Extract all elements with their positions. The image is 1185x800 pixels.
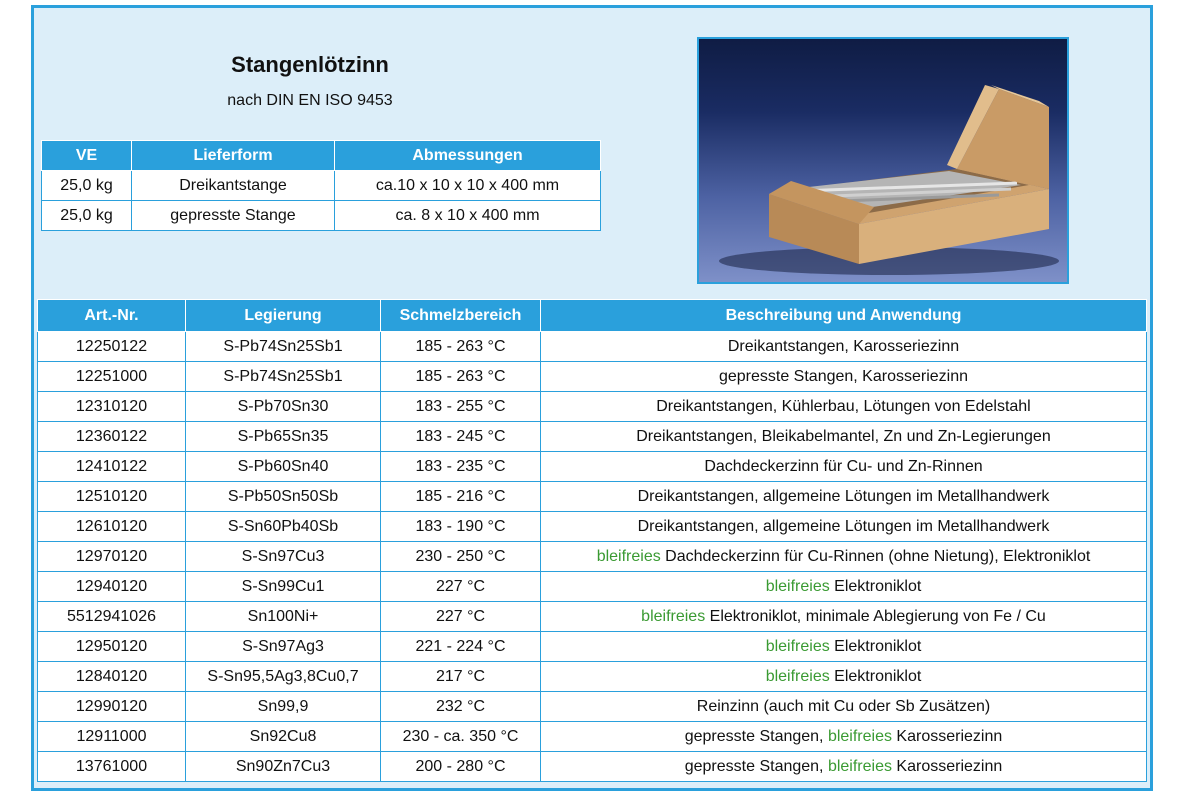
beschreibung-cell xyxy=(541,362,1147,392)
beschreibung-cell xyxy=(541,752,1147,782)
legierung-cell: S-Pb60Sn40 xyxy=(186,452,381,482)
lead-free-label: bleifreies xyxy=(765,667,830,685)
description-text: Reinzinn (auch mit Cu oder Sb Zusätzen) xyxy=(696,697,991,715)
table-row xyxy=(38,572,1147,602)
schmelzbereich-cell: 185 - 263 °C xyxy=(381,332,541,362)
legierung-cell: S-Sn95,5Ag3,8Cu0,7 xyxy=(186,662,381,692)
table-row xyxy=(38,512,1147,542)
art-nr-cell: 12360122 xyxy=(38,422,186,452)
page-subtitle: nach DIN EN ISO 9453 xyxy=(227,92,393,109)
packaging-table xyxy=(41,140,601,231)
table-row xyxy=(38,362,1147,392)
schmelzbereich-cell: 183 - 190 °C xyxy=(381,512,541,542)
schmelzbereich-cell: 230 - ca. 350 °C xyxy=(381,722,541,752)
column-header-lieferform: Lieferform xyxy=(132,141,335,171)
legierung-cell: Sn90Zn7Cu3 xyxy=(186,752,381,782)
lead-free-label: bleifreies xyxy=(827,757,892,775)
schmelzbereich-cell: 183 - 235 °C xyxy=(381,452,541,482)
table-row xyxy=(42,171,601,201)
table-row xyxy=(38,542,1147,572)
beschreibung-cell xyxy=(541,452,1147,482)
legierung-cell: S-Sn99Cu1 xyxy=(186,572,381,602)
legierung-cell: S-Pb74Sn25Sb1 xyxy=(186,332,381,362)
description-text: Dreikantstangen, Kühlerbau, Lötungen von Edelstahl xyxy=(656,397,1031,415)
schmelzbereich-cell: 183 - 245 °C xyxy=(381,422,541,452)
schmelzbereich-cell: 227 °C xyxy=(381,602,541,632)
legierung-cell: Sn99,9 xyxy=(186,692,381,722)
description-suffix: Elektroniklot, minimale Ablegierung von Fe / Cu xyxy=(705,607,1046,625)
table-row xyxy=(38,662,1147,692)
table-row xyxy=(38,422,1147,452)
art-nr-cell: 12310120 xyxy=(38,392,186,422)
table-row xyxy=(38,632,1147,662)
description-suffix: Elektroniklot xyxy=(829,667,922,685)
legierung-cell: S-Sn97Cu3 xyxy=(186,542,381,572)
schmelzbereich-cell: 183 - 255 °C xyxy=(381,392,541,422)
art-nr-cell: 12950120 xyxy=(38,632,186,662)
table-row xyxy=(42,201,601,231)
description-text: Dreikantstangen, allgemeine Lötungen im Metallhandwerk xyxy=(637,487,1050,505)
lead-free-label: bleifreies xyxy=(641,607,706,625)
schmelzbereich-cell: 185 - 216 °C xyxy=(381,482,541,512)
ve-cell: 25,0 kg xyxy=(42,201,132,231)
beschreibung-cell xyxy=(541,602,1147,632)
art-nr-cell: 5512941026 xyxy=(38,602,186,632)
legierung-cell: S-Sn60Pb40Sb xyxy=(186,512,381,542)
art-nr-cell: 13761000 xyxy=(38,752,186,782)
art-nr-cell: 12840120 xyxy=(38,662,186,692)
table-row xyxy=(38,392,1147,422)
lead-free-label: bleifreies xyxy=(765,577,830,595)
description-suffix: Elektroniklot xyxy=(829,577,922,595)
description-text: Dreikantstangen, Karosseriezinn xyxy=(727,337,960,355)
schmelzbereich-cell: 185 - 263 °C xyxy=(381,362,541,392)
beschreibung-cell xyxy=(541,512,1147,542)
description-suffix: Dachdeckerzinn für Cu-Rinnen (ohne Nietung), Elektroniklot xyxy=(660,547,1091,565)
art-nr-cell: 12251000 xyxy=(38,362,186,392)
lead-free-label: bleifreies xyxy=(827,727,892,745)
ve-cell: 25,0 kg xyxy=(42,171,132,201)
beschreibung-cell xyxy=(541,332,1147,362)
product-photo xyxy=(697,37,1069,284)
lead-free-label: bleifreies xyxy=(596,547,661,565)
column-header-schmelzbereich: Schmelzbereich xyxy=(381,300,541,332)
beschreibung-cell xyxy=(541,722,1147,752)
table-row xyxy=(38,752,1147,782)
schmelzbereich-cell: 232 °C xyxy=(381,692,541,722)
alloy-table xyxy=(37,299,1147,782)
beschreibung-cell xyxy=(541,422,1147,452)
legierung-cell: S-Pb70Sn30 xyxy=(186,392,381,422)
description-suffix: Elektroniklot xyxy=(829,637,922,655)
abmessungen-cell: ca.10 x 10 x 10 x 400 mm xyxy=(335,171,601,201)
table-row xyxy=(38,332,1147,362)
column-header-legierung: Legierung xyxy=(186,300,381,332)
description-text: gepresste Stangen, Karosseriezinn xyxy=(718,367,969,385)
description-suffix: Karosseriezinn xyxy=(891,757,1003,775)
table-row xyxy=(38,722,1147,752)
description-text: Dreikantstangen, allgemeine Lötungen im Metallhandwerk xyxy=(637,517,1050,535)
legierung-cell: S-Pb50Sn50Sb xyxy=(186,482,381,512)
page-title: Stangenlötzinn xyxy=(231,52,389,77)
art-nr-cell: 12510120 xyxy=(38,482,186,512)
table-row xyxy=(38,602,1147,632)
description-suffix: Karosseriezinn xyxy=(891,727,1003,745)
art-nr-cell: 12410122 xyxy=(38,452,186,482)
beschreibung-cell xyxy=(541,572,1147,602)
description-text: Dreikantstangen, Bleikabelmantel, Zn und Zn-Legierungen xyxy=(636,427,1051,445)
beschreibung-cell xyxy=(541,482,1147,512)
schmelzbereich-cell: 200 - 280 °C xyxy=(381,752,541,782)
table-row xyxy=(38,482,1147,512)
lieferform-cell: Dreikantstange xyxy=(132,171,335,201)
schmelzbereich-cell: 217 °C xyxy=(381,662,541,692)
legierung-cell: S-Sn97Ag3 xyxy=(186,632,381,662)
beschreibung-cell xyxy=(541,632,1147,662)
beschreibung-cell xyxy=(541,662,1147,692)
schmelzbereich-cell: 230 - 250 °C xyxy=(381,542,541,572)
description-text: Dachdeckerzinn für Cu- und Zn-Rinnen xyxy=(704,457,983,475)
beschreibung-cell xyxy=(541,392,1147,422)
column-header-art-nr: Art.-Nr. xyxy=(38,300,186,332)
art-nr-cell: 12970120 xyxy=(38,542,186,572)
alloy-header-row xyxy=(38,300,1147,332)
art-nr-cell: 12610120 xyxy=(38,512,186,542)
column-header-abmessungen: Abmessungen xyxy=(335,141,601,171)
column-header-ve: VE xyxy=(42,141,132,171)
art-nr-cell: 12940120 xyxy=(38,572,186,602)
description-prefix: gepresste Stangen, xyxy=(684,757,828,775)
lead-free-label: bleifreies xyxy=(765,637,830,655)
art-nr-cell: 12911000 xyxy=(38,722,186,752)
column-header-beschreibung: Beschreibung und Anwendung xyxy=(541,300,1147,332)
legierung-cell: S-Pb74Sn25Sb1 xyxy=(186,362,381,392)
abmessungen-cell: ca. 8 x 10 x 400 mm xyxy=(335,201,601,231)
legierung-cell: Sn92Cu8 xyxy=(186,722,381,752)
packaging-header-row xyxy=(42,141,601,171)
table-row xyxy=(38,692,1147,722)
art-nr-cell: 12250122 xyxy=(38,332,186,362)
legierung-cell: S-Pb65Sn35 xyxy=(186,422,381,452)
schmelzbereich-cell: 221 - 224 °C xyxy=(381,632,541,662)
lieferform-cell: gepresste Stange xyxy=(132,201,335,231)
art-nr-cell: 12990120 xyxy=(38,692,186,722)
description-prefix: gepresste Stangen, xyxy=(684,727,828,745)
legierung-cell: Sn100Ni+ xyxy=(186,602,381,632)
schmelzbereich-cell: 227 °C xyxy=(381,572,541,602)
table-row xyxy=(38,452,1147,482)
beschreibung-cell xyxy=(541,542,1147,572)
beschreibung-cell xyxy=(541,692,1147,722)
